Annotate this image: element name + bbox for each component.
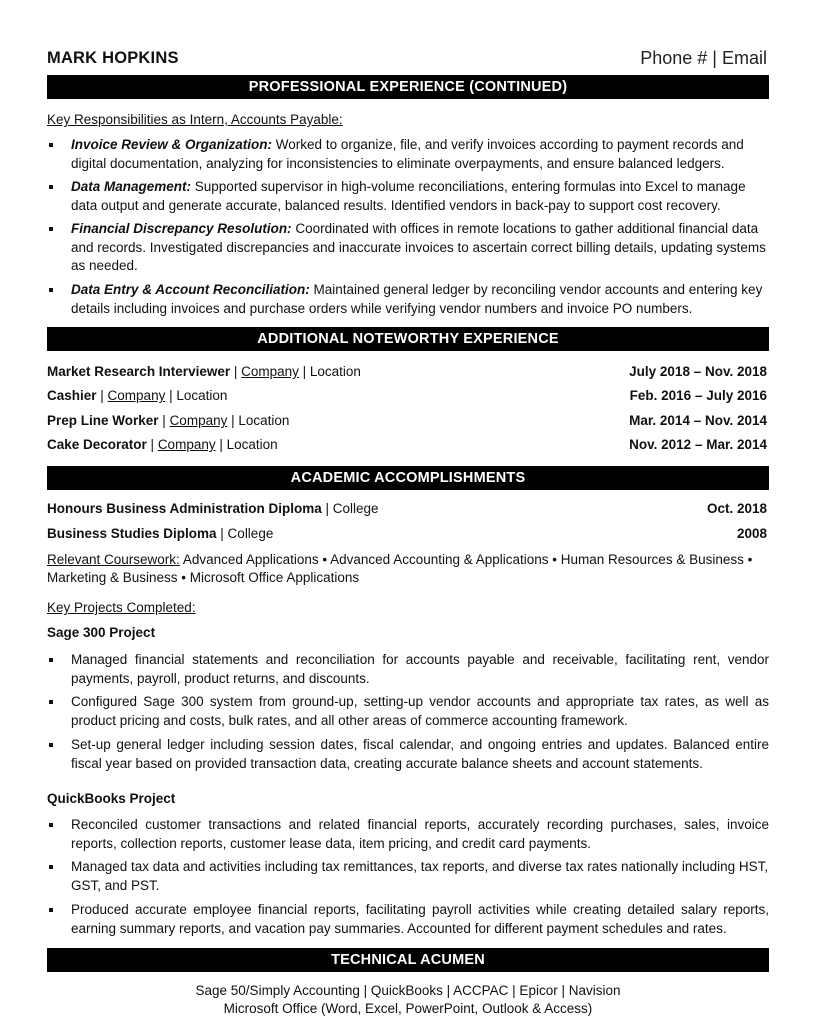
degree-row [47,525,769,543]
degree-row [47,500,769,518]
company-name: Company [169,413,228,428]
job-row [47,436,769,454]
bullet-text: Coordinated with offices in remote locations to gather additional financial data and records. Investigated discrepancies and inaccurate invoices to ascertain correct billing details, updating systems as needed. [71,221,766,273]
job-location: | Location [165,388,228,403]
bullet-icon [49,743,53,747]
degree-school: | College [321,501,379,516]
bullet-text: Managed financial statements and reconciliation for accounts payable and receivable, facilitating rent, vendor payments, payroll, product returns, and discounts. [71,652,769,686]
bullet-text: Configured Sage 300 system from ground-up, setting-up vendor accounts and appropriate tax rates, as well as product pricing and costs, bulk rates, and all other areas of commerce accounting framework. [71,694,769,728]
section-technical: TECHNICAL ACUMEN [47,948,769,972]
bullet-icon [49,227,53,231]
separator: | [158,413,170,428]
bullet-icon [49,908,53,912]
degree-school: | College [216,526,274,541]
job-location: | Location [298,364,361,379]
job-row [47,387,769,405]
job-dates: Mar. 2014 – Nov. 2014 [629,413,767,428]
separator: | [230,364,242,379]
section-professional-experience: PROFESSIONAL EXPERIENCE (CONTINUED) [47,75,769,99]
section-academic: ACADEMIC ACCOMPLISHMENTS [47,466,769,490]
header [47,49,769,71]
degree-date: Oct. 2018 [706,501,767,516]
job-title: Prep Line Worker [47,413,159,428]
projects-label: Key Projects Completed: [47,600,196,615]
coursework-list: Advanced Applications • Advanced Accounting & Applications • Human Resources & Business • Marketing & Business • Microsoft Office Applications [47,552,753,585]
bullet-icon [49,143,53,147]
technical-line-2: Microsoft Office (Word, Excel, PowerPoint, Outlook & Access) [223,1001,593,1016]
bullet-icon [49,823,53,827]
bullet-icon [49,865,53,869]
bullet-lead: Financial Discrepancy Resolution: [71,221,292,236]
technical-line-1: Sage 50/Simply Accounting | QuickBooks | ACCPAC | Epicor | Navision [195,983,621,998]
job-dates: Nov. 2012 – Mar. 2014 [629,437,767,452]
bullet-text: Produced accurate employee financial reports, facilitating payroll activities while creating detailed salary reports, earning summary reports, and vacation pay summaries. Accounted for different payment schedules and rates. [71,902,769,936]
bullet-icon [49,700,53,704]
job-row [47,412,769,430]
bullet-lead: Data Management: [71,179,192,194]
section-additional-experience: ADDITIONAL NOTEWORTHY EXPERIENCE [47,327,769,351]
company-name: Company [107,388,166,403]
job-dates: July 2018 – Nov. 2018 [629,364,767,379]
job-location: | Location [227,413,290,428]
bullet-text: Managed tax data and activities including tax remittances, tax reports, and diverse tax rates nationally including HST, GST, and PST. [71,859,769,893]
bullet-icon [49,185,53,189]
coursework [47,551,769,586]
bullet-text: Supported supervisor in high-volume reconciliations, entering formulas into Excel to manage data output and generate accurate, balanced results. Identified vendors in back-pay to support cost recovery. [71,179,746,213]
separator: | [146,437,158,452]
project-title: Sage 300 Project [47,625,156,640]
bullet-text: Maintained general ledger by reconciling vendor accounts and entering key details including invoices and purchase orders while verifying vendor numbers and invoice PO numbers. [71,282,763,316]
bullet-lead: Invoice Review & Organization: [71,137,273,152]
bullet-lead: Data Entry & Account Reconciliation: [71,282,310,297]
contact-info: Phone # | Email [640,48,767,68]
degree-date: 2008 [736,526,767,541]
job-title: Cake Decorator [47,437,147,452]
company-name: Company [241,364,299,379]
degree-title: Business Studies Diploma [47,526,217,541]
company-name: Company [157,437,216,452]
candidate-name: MARK HOPKINS [47,49,179,67]
project-title: QuickBooks Project [47,791,176,806]
bullet-icon [49,658,53,662]
degree-title: Honours Business Administration Diploma [47,501,322,516]
job-title: Market Research Interviewer [47,364,231,379]
separator: | [96,388,108,403]
job-title: Cashier [47,388,97,403]
job-row [47,363,769,381]
bullet-text: Set-up general ledger including session dates, fiscal calendar, and ongoing entries and updates. Balanced entire fiscal year based on provided transaction data, creating accurate balance sheets and account statements. [71,737,769,771]
bullet-icon [49,288,53,292]
bullet-text: Worked to organize, file, and verify invoices according to payment records and digital documentation, analyzing for inconsistencies to eliminate overpayments, and ensure balanced ledgers. [71,137,744,171]
job-dates: Feb. 2016 – July 2016 [629,388,767,403]
intern-subheading: Key Responsibilities as Intern, Accounts Payable: [47,112,343,127]
bullet-text: Reconciled customer transactions and related financial reports, accurately recording purchases, sales, invoice reports, collection reports, customer lease data, item pricing, and credit card payments. [71,817,769,851]
job-location: | Location [215,437,278,452]
coursework-label: Relevant Coursework: [47,552,180,567]
